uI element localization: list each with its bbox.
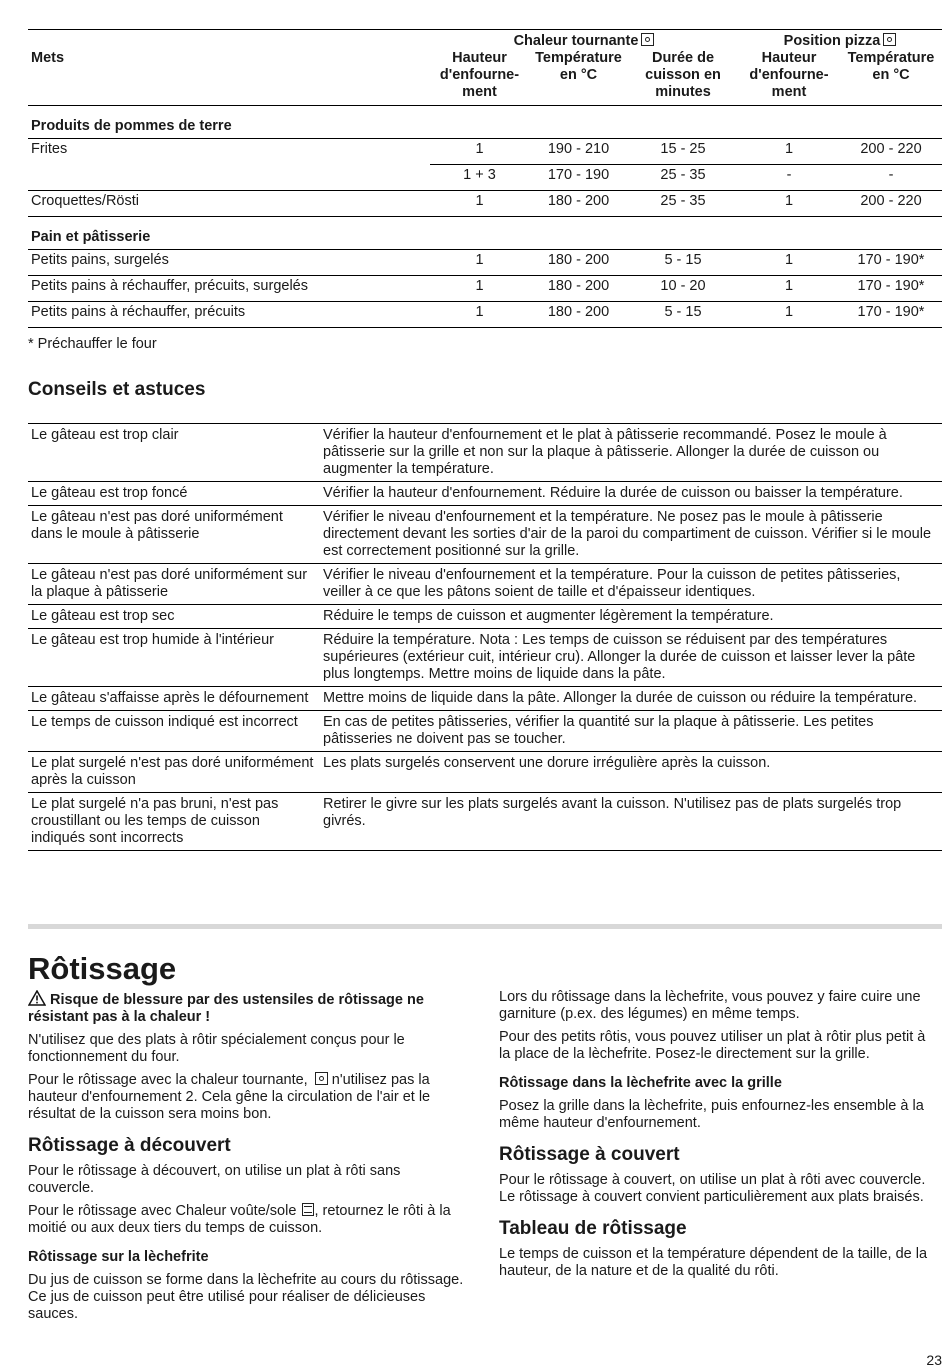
header-hauteur: Hauteur d'enfourne- ment: [439, 50, 520, 100]
cooking-table-group-header: [28, 30, 942, 51]
cooking-table: [28, 29, 942, 328]
warning-text: N'utilisez que des plats à rôtir spécialement conçus pour le fonctionnement du four.: [28, 1032, 405, 1065]
uncovered-paragraph-2: Pour le rôtissage avec Chaleur voûte/sole , retournez le rôti à la moitié ou aux deux tiers du temps de cuisson.: [28, 1203, 451, 1236]
covered-heading: Rôtissage à couvert: [499, 1144, 680, 1165]
tips-row: Le plat surgelé n'est pas doré uniformément après la cuisson Les plats surgelés conservent une dorure irrégulière après la cuisson.: [28, 752, 942, 793]
tips-row: Le gâteau n'est pas doré uniformément sur la plaque à pâtisserie Vérifier le niveau d'enfournement et la température. Pour la cuisson de petites pâtisseries, veiller à ce que les pâtons soient de taille et d'épaisseur identiques.: [28, 564, 942, 605]
tips-row: Le gâteau s'affaisse après le défournement Mettre moins de liquide dans la pâte. Allonger la durée de cuisson ou réduire la température.: [28, 687, 942, 711]
fan-paragraph: Pour le rôtissage avec la chaleur tournante, n'utilisez pas la hauteur d'enfournement 2. Cela gêne la circulation de l'air et le résultat de la cuisson sera moins bon.: [28, 1072, 431, 1122]
tips-row: Le temps de cuisson indiqué est incorrect En cas de petites pâtisseries, vérifier la quantité sur la plaque à pâtisserie. Les petites pâtisseries ne doivent pas se toucher.: [28, 711, 942, 752]
table-row: Frites 1 190 - 210 15 - 25 1 200 - 220: [28, 139, 942, 165]
tips-row: Le gâteau n'est pas doré uniformément dans le moule à pâtisserie Vérifier le niveau d'enfournement et la température. Ne posez pas le moule à pâtisserie directement devant les sorties d'air de la paroi du compartiment de cuisson. Vérifier si le moule est correctement positionné sur la grille.: [28, 506, 942, 564]
right-paragraph-2: Pour des petits rôtis, vous pouvez utiliser un plat à rôtir plus petit à la place de la lèchefrite. Posez-le directement sur la grille.: [499, 1029, 926, 1062]
left-column: [28, 990, 468, 1329]
roast-table-paragraph: Le temps de cuisson et la température dépendent de la taille, de la hauteur, de la nature et de la qualité du rôti.: [499, 1246, 928, 1279]
drip-heading: Rôtissage sur la lèchefrite: [28, 1249, 209, 1265]
grid-paragraph: Posez la grille dans la lèchefrite, puis enfournez-les ensemble à la même hauteur d'enfournement.: [499, 1098, 924, 1131]
page-number: 23: [926, 1352, 942, 1368]
table-row: Petits pains à réchauffer, précuits 1 180 - 200 5 - 15 1 170 - 190*: [28, 302, 942, 328]
header-mets: Mets: [31, 50, 65, 66]
uncovered-heading: Rôtissage à découvert: [28, 1135, 231, 1156]
tips-heading: Conseils et astuces: [28, 379, 206, 400]
table-row: 1 + 3 170 - 190 25 - 35 - -: [28, 165, 942, 191]
right-column: [499, 989, 939, 1286]
tips-row: Le plat surgelé n'a pas bruni, n'est pas croustillant ou les temps de cuisson indiqués sont incorrects Retirer le givre sur les plats surgelés avant la cuisson. N'utilisez pas de plats surgelés trop givrés.: [28, 793, 942, 851]
header-hauteur-pizza: Hauteur d'enfourne- ment: [749, 50, 829, 100]
table-footnote: * Préchauffer le four: [28, 336, 157, 352]
pizza-setting-icon: [883, 33, 896, 46]
right-paragraph-1: Lors du rôtissage dans la lèchefrite, vous pouvez y faire cuire une garniture (p.ex. des légumes) en même temps.: [499, 989, 921, 1022]
table-row: Croquettes/Rösti 1 180 - 200 25 - 35 1 200 - 220: [28, 191, 942, 217]
section-row: Pain et pâtisserie: [28, 217, 942, 250]
section-row: Produits de pommes de terre: [28, 106, 942, 139]
page-title: Rôtissage: [28, 950, 177, 986]
top-bottom-heat-icon: [302, 1203, 314, 1216]
table-row: Petits pains à réchauffer, précuits, surgelés 1 180 - 200 10 - 20 1 170 - 190*: [28, 276, 942, 302]
warning: [28, 990, 468, 1026]
drip-paragraph: Du jus de cuisson se forme dans la lèchefrite au cours du rôtissage. Ce jus de cuisson peut être utilisé pour réaliser de délicieuses sauces.: [28, 1272, 464, 1322]
warning-icon: [28, 990, 46, 1006]
tips-row: Le gâteau est trop humide à l'intérieur Réduire la température. Nota : Les temps de cuisson se réduisent par des températures supérieures (extérieur cuit, intérieur cru). Allonger la durée de cuisson et laisser lever la pâte plus longtemps. Mettre moins de liquide dans la pâte.: [28, 629, 942, 687]
covered-paragraph: Pour le rôtissage à couvert, on utilise un plat à rôti avec couvercle. Le rôtissage à couvert convient particulièrement aux plats braisés.: [499, 1172, 926, 1205]
roast-table-heading: Tableau de rôtissage: [499, 1218, 687, 1239]
tips-row: Le gâteau est trop sec Réduire le temps de cuisson et augmenter légèrement la température.: [28, 605, 942, 629]
tips-table: [28, 423, 942, 851]
section-divider: [28, 924, 942, 929]
group-header-fan: Chaleur tournante: [430, 30, 738, 51]
group-header-pizza: Position pizza: [738, 30, 942, 51]
header-duree: Durée de cuisson en minutes: [645, 50, 721, 100]
warning-title: Risque de blessure par des ustensiles de rôtissage ne résistant pas à la chaleur !: [28, 992, 424, 1025]
tips-row: Le gâteau est trop foncé Vérifier la hauteur d'enfournement. Réduire la durée de cuisson ou baisser la température.: [28, 482, 942, 506]
uncovered-paragraph-1: Pour le rôtissage à découvert, on utilise un plat à rôti sans couvercle.: [28, 1163, 401, 1196]
fan-heat-icon: [641, 33, 654, 46]
tips-row: Le gâteau est trop clair Vérifier la hauteur d'enfournement et le plat à pâtisserie recommandé. Posez le moule à pâtisserie sur la grille et non sur la plaque à pâtisserie. Allonger la durée de cuisson ou augmenter la température.: [28, 424, 942, 482]
grid-heading: Rôtissage dans la lèchefrite avec la grille: [499, 1075, 782, 1091]
header-temperature: Température en °C: [535, 50, 622, 83]
table-row: Petits pains, surgelés 1 180 - 200 5 - 15 1 170 - 190*: [28, 250, 942, 276]
fan-heat-icon: [315, 1072, 328, 1085]
cooking-table-column-header: [28, 50, 942, 106]
header-temperature-pizza: Température en °C: [847, 50, 935, 83]
